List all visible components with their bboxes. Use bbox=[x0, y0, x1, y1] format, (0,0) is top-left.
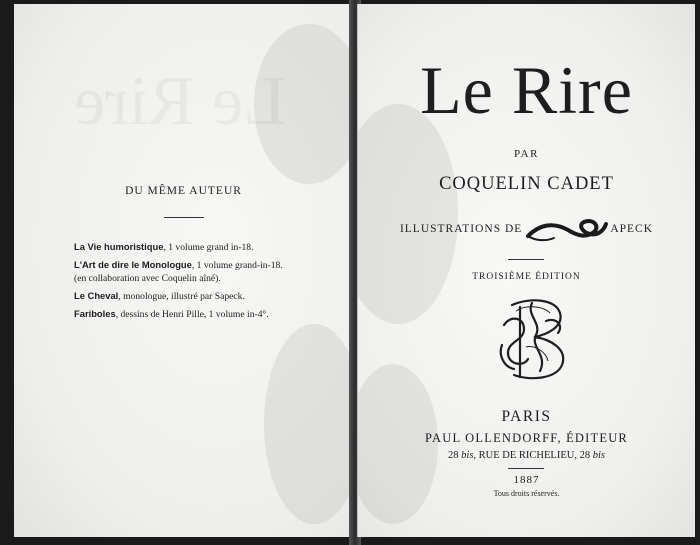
divider bbox=[164, 217, 204, 218]
work-details: , monologue, illustré par Sapeck. bbox=[118, 291, 245, 302]
book-title: Le Rire bbox=[420, 52, 633, 128]
illustrations-label: ILLUSTRATIONS DE bbox=[399, 223, 523, 235]
works-list bbox=[74, 240, 342, 325]
list-item bbox=[74, 307, 342, 321]
divider bbox=[508, 259, 544, 260]
address-bis: bis bbox=[461, 450, 474, 461]
show-through-text bbox=[74, 62, 286, 142]
publisher-monogram-icon bbox=[490, 295, 578, 385]
illustrations-line bbox=[358, 212, 695, 246]
list-item bbox=[74, 240, 342, 254]
work-title: Fariboles bbox=[74, 308, 116, 319]
water-stain bbox=[264, 324, 354, 524]
address-street: , RUE DE RICHELIEU, 28 bbox=[473, 450, 591, 461]
left-page bbox=[14, 4, 354, 537]
also-by-heading: DU MÊME AUTEUR bbox=[125, 185, 242, 197]
work-title: L'Art de dire le Monologue bbox=[74, 259, 192, 270]
by-label: PAR bbox=[514, 148, 539, 160]
publication-year: 1887 bbox=[513, 474, 540, 486]
list-item bbox=[74, 258, 342, 285]
work-details: , dessins de Henri Pille, 1 volume in-4°. bbox=[115, 309, 269, 320]
work-note: (en collaboration avec Coquelin aîné). bbox=[74, 273, 221, 284]
address-number: 28 bbox=[448, 450, 459, 461]
work-title: Le Cheval bbox=[74, 290, 119, 301]
address-bis: bis bbox=[592, 450, 605, 461]
edition-label: TROISIÈME ÉDITION bbox=[472, 272, 581, 282]
sapeck-signature-icon bbox=[524, 212, 608, 246]
work-details: , 1 volume grand-in-18. bbox=[191, 260, 283, 271]
list-item bbox=[74, 289, 342, 303]
illustrator-name: APECK bbox=[610, 223, 654, 235]
divider bbox=[508, 468, 544, 469]
author-name: COQUELIN CADET bbox=[439, 174, 614, 194]
publisher-city: PARIS bbox=[501, 408, 552, 425]
publisher-name: PAUL OLLENDORFF, ÉDITEUR bbox=[425, 431, 628, 445]
rights-notice: Tous droits réservés. bbox=[493, 489, 560, 498]
right-page bbox=[357, 4, 695, 537]
work-title: La Vie humoristique bbox=[74, 241, 164, 252]
work-details: , 1 volume grand in-18. bbox=[163, 242, 254, 253]
publisher-address bbox=[358, 450, 695, 461]
